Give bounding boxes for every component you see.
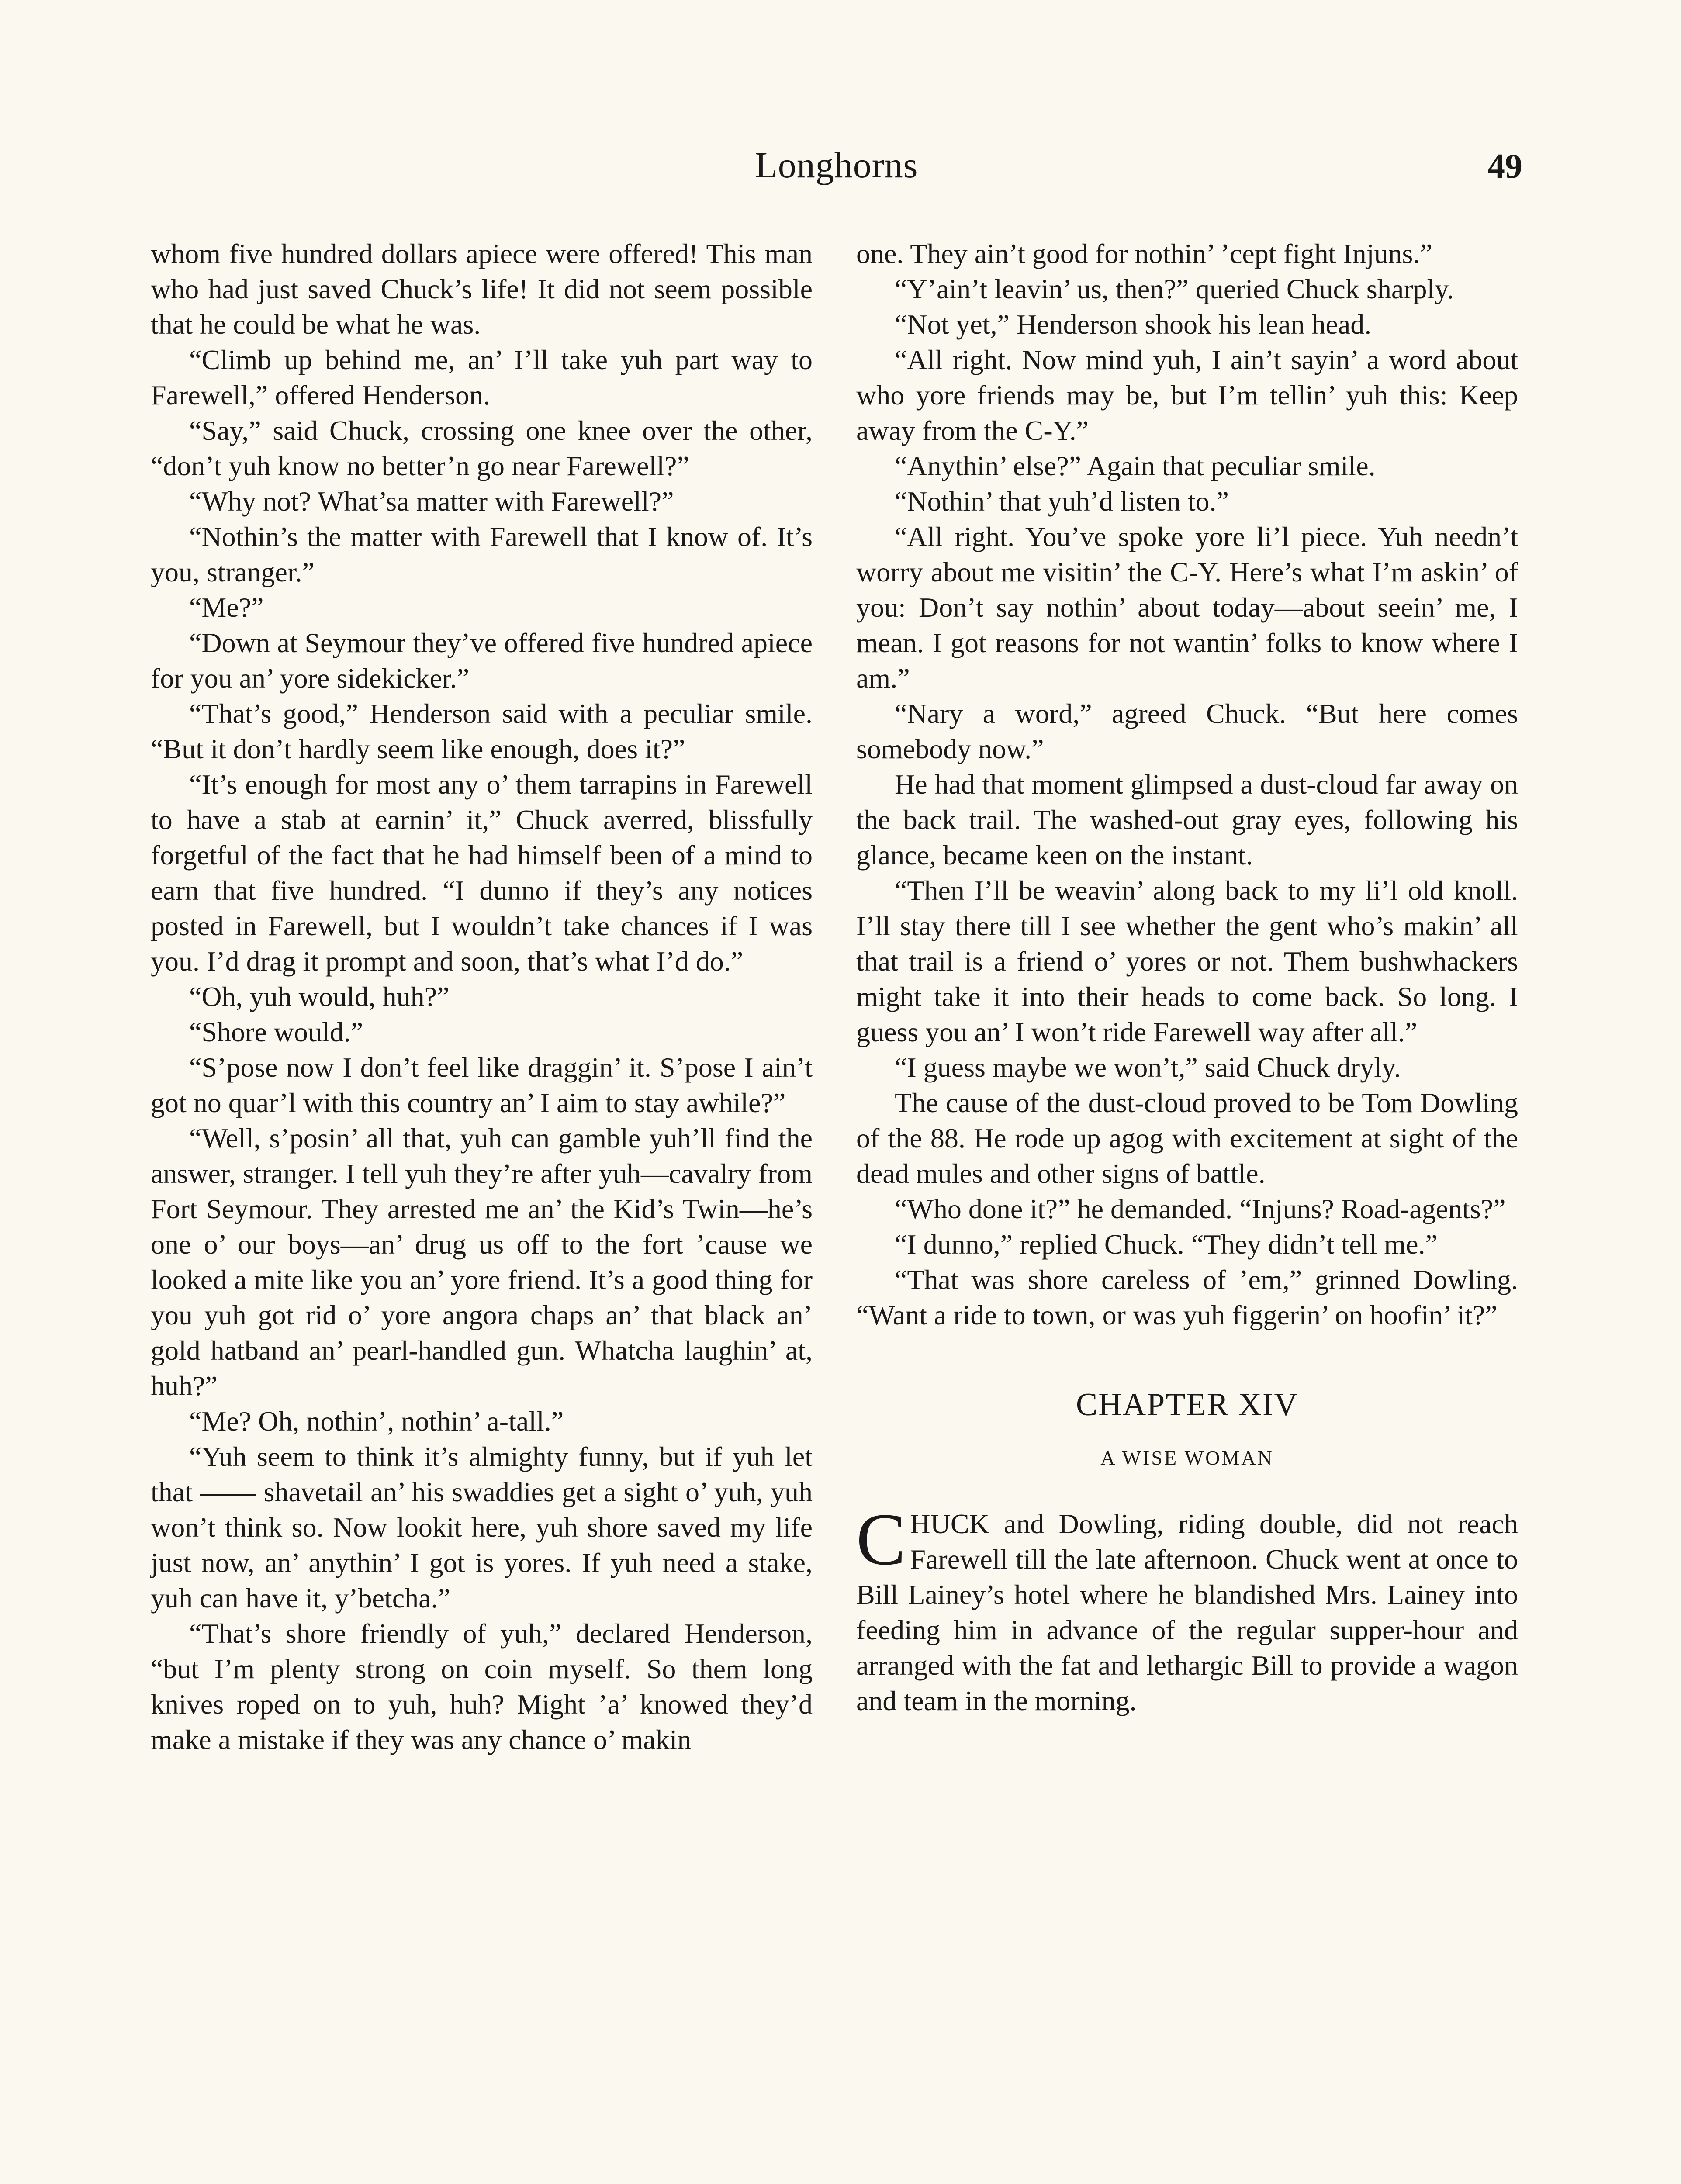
paragraph: “Oh, yuh would, huh?” [189, 981, 450, 1012]
paragraph: “Why not? What’sa matter with Farewell?” [189, 486, 674, 517]
page-header [151, 144, 1522, 201]
paragraph: “Anythin’ else?” Again that peculiar smile. [895, 450, 1376, 481]
paragraph: “All right. You’ve spoke yore li’l piece. Yuh needn’t worry about me visitin’ the C-Y. Here’s what I’m askin’ of you: Don’t say nothin’ about today—about seein’ me, I mean. I got reasons for not wantin’ folks to know where I am.” [856, 521, 1518, 694]
paragraph: “I dunno,” replied Chuck. “They didn’t tell me.” [895, 1229, 1438, 1260]
chapter-opening-text: HUCK and Dowling, riding double, did not reach Farewell till the late afternoon. Chuck went at once to Bill Lainey’s hotel where he blandished Mrs. Lainey into feeding him in advance of the regular supper-hour and arranged with the fat and lethargic Bill to provide a wagon and team in the morning. [856, 1508, 1518, 1716]
paragraph: “Who done it?” he demanded. “Injuns? Road-agents?” [895, 1193, 1506, 1224]
paragraph: “Me?” [189, 592, 264, 623]
paragraph: “Nothin’s the matter with Farewell that I know of. It’s you, stranger.” [151, 521, 813, 587]
paragraph: “Not yet,” Henderson shook his lean head. [895, 309, 1372, 340]
paragraph: “That was shore careless of ’em,” grinned Dowling. “Want a ride to town, or was yuh figgerin’ on hoofin’ it?” [856, 1264, 1518, 1330]
paragraph: “It’s enough for most any o’ them tarrapins in Farewell to have a stab at earnin’ it,” Chuck averred, blissfully forgetful of the fact that he had himself been of a mind to earn that five hundred. “I dunno if they’s any notices posted in Farewell, but I wouldn’t take chances if I was you. I’d drag it prompt and soon, that’s what I’d do.” [151, 769, 813, 977]
paragraph: “S’pose now I don’t feel like draggin’ it. S’pose I ain’t got no quar’l with this country an’ I aim to stay awhile?” [151, 1052, 813, 1118]
right-column-paragraphs [856, 236, 1518, 1333]
left-text-column [151, 236, 813, 1757]
chapter-title: CHAPTER XIV [1076, 1387, 1299, 1423]
paragraph: “Shore would.” [189, 1016, 363, 1047]
drop-cap: C [856, 1498, 906, 1580]
chapter-opening-paragraph [856, 1498, 1518, 1718]
paragraph: whom five hundred dollars apiece were offered! This man who had just saved Chuck’s life! It did not seem possible that he could be what he was. [151, 238, 813, 340]
paragraph: “Nary a word,” agreed Chuck. “But here comes somebody now.” [856, 698, 1518, 764]
paragraph: one. They ain’t good for nothin’ ’cept fight Injuns.” [856, 238, 1432, 269]
page-number: 49 [1487, 147, 1522, 186]
paragraph: “Well, s’posin’ all that, yuh can gamble yuh’ll find the answer, stranger. I tell yuh they’re after yuh—cavalry from Fort Seymour. They arrested me an’ the Kid’s Twin—he’s one o’ our boys—an’ drug us off to the fort ’cause we looked a mite like you an’ yore friend. It’s a good thing for you yuh got rid o’ yore angora chaps an’ that black an’ gold hatband an’ pearl-handled gun. Whatcha laughin’ at, huh?” [151, 1123, 813, 1401]
paragraph: He had that moment glimpsed a dust-cloud far away on the back trail. The washed-out gray eyes, following his glance, became keen on the instant. [856, 769, 1518, 871]
chapter-subtitle: A WISE WOMAN [1100, 1447, 1274, 1469]
paragraph: “Down at Seymour they’ve offered five hundred apiece for you an’ yore sidekicker.” [151, 627, 813, 694]
paragraph: “All right. Now mind yuh, I ain’t sayin’ a word about who yore friends may be, but I’m tellin’ yuh this: Keep away from the C-Y.” [856, 344, 1518, 446]
paragraph: “Then I’ll be weavin’ along back to my li’l old knoll. I’ll stay there till I see whether the gent who’s makin’ all that trail is a friend o’ yores or not. Them bushwhackers might take it into their heads to come back. So long. I guess you an’ I won’t ride Farewell way after all.” [856, 875, 1518, 1047]
paragraph: “Y’ain’t leavin’ us, then?” queried Chuck sharply. [895, 273, 1454, 304]
paragraph: “I guess maybe we won’t,” said Chuck dryly. [895, 1052, 1401, 1083]
paragraph: “That’s shore friendly of yuh,” declared Henderson, “but I’m plenty strong on coin myself. So them long knives roped on to yuh, huh? Might ’a’ knowed they’d make a mistake if they was any chance o’ makin [151, 1618, 813, 1755]
paragraph: “Yuh seem to think it’s almighty funny, but if yuh let that —— shavetail an’ his swaddies get a sight o’ yuh, yuh won’t think so. Now lookit here, yuh shore saved my life just now, an’ anythin’ I got is yores. If yuh need a stake, yuh can have it, y’betcha.” [151, 1441, 813, 1614]
paragraph: “Climb up behind me, an’ I’ll take yuh part way to Farewell,” offered Henderson. [151, 344, 813, 411]
right-text-column [856, 236, 1518, 1718]
paragraph: “Me? Oh, nothin’, nothin’ a-tall.” [189, 1406, 564, 1437]
paragraph: “That’s good,” Henderson said with a peculiar smile. “But it don’t hardly seem like enough, does it?” [151, 698, 813, 764]
running-title: Longhorns [755, 145, 918, 186]
paragraph: “Say,” said Chuck, crossing one knee over the other, “don’t yuh know no better’n go near Farewell?” [151, 415, 813, 481]
paragraph: “Nothin’ that yuh’d listen to.” [895, 486, 1229, 517]
paragraph: The cause of the dust-cloud proved to be Tom Dowling of the 88. He rode up agog with excitement at sight of the dead mules and other signs of battle. [856, 1087, 1518, 1189]
